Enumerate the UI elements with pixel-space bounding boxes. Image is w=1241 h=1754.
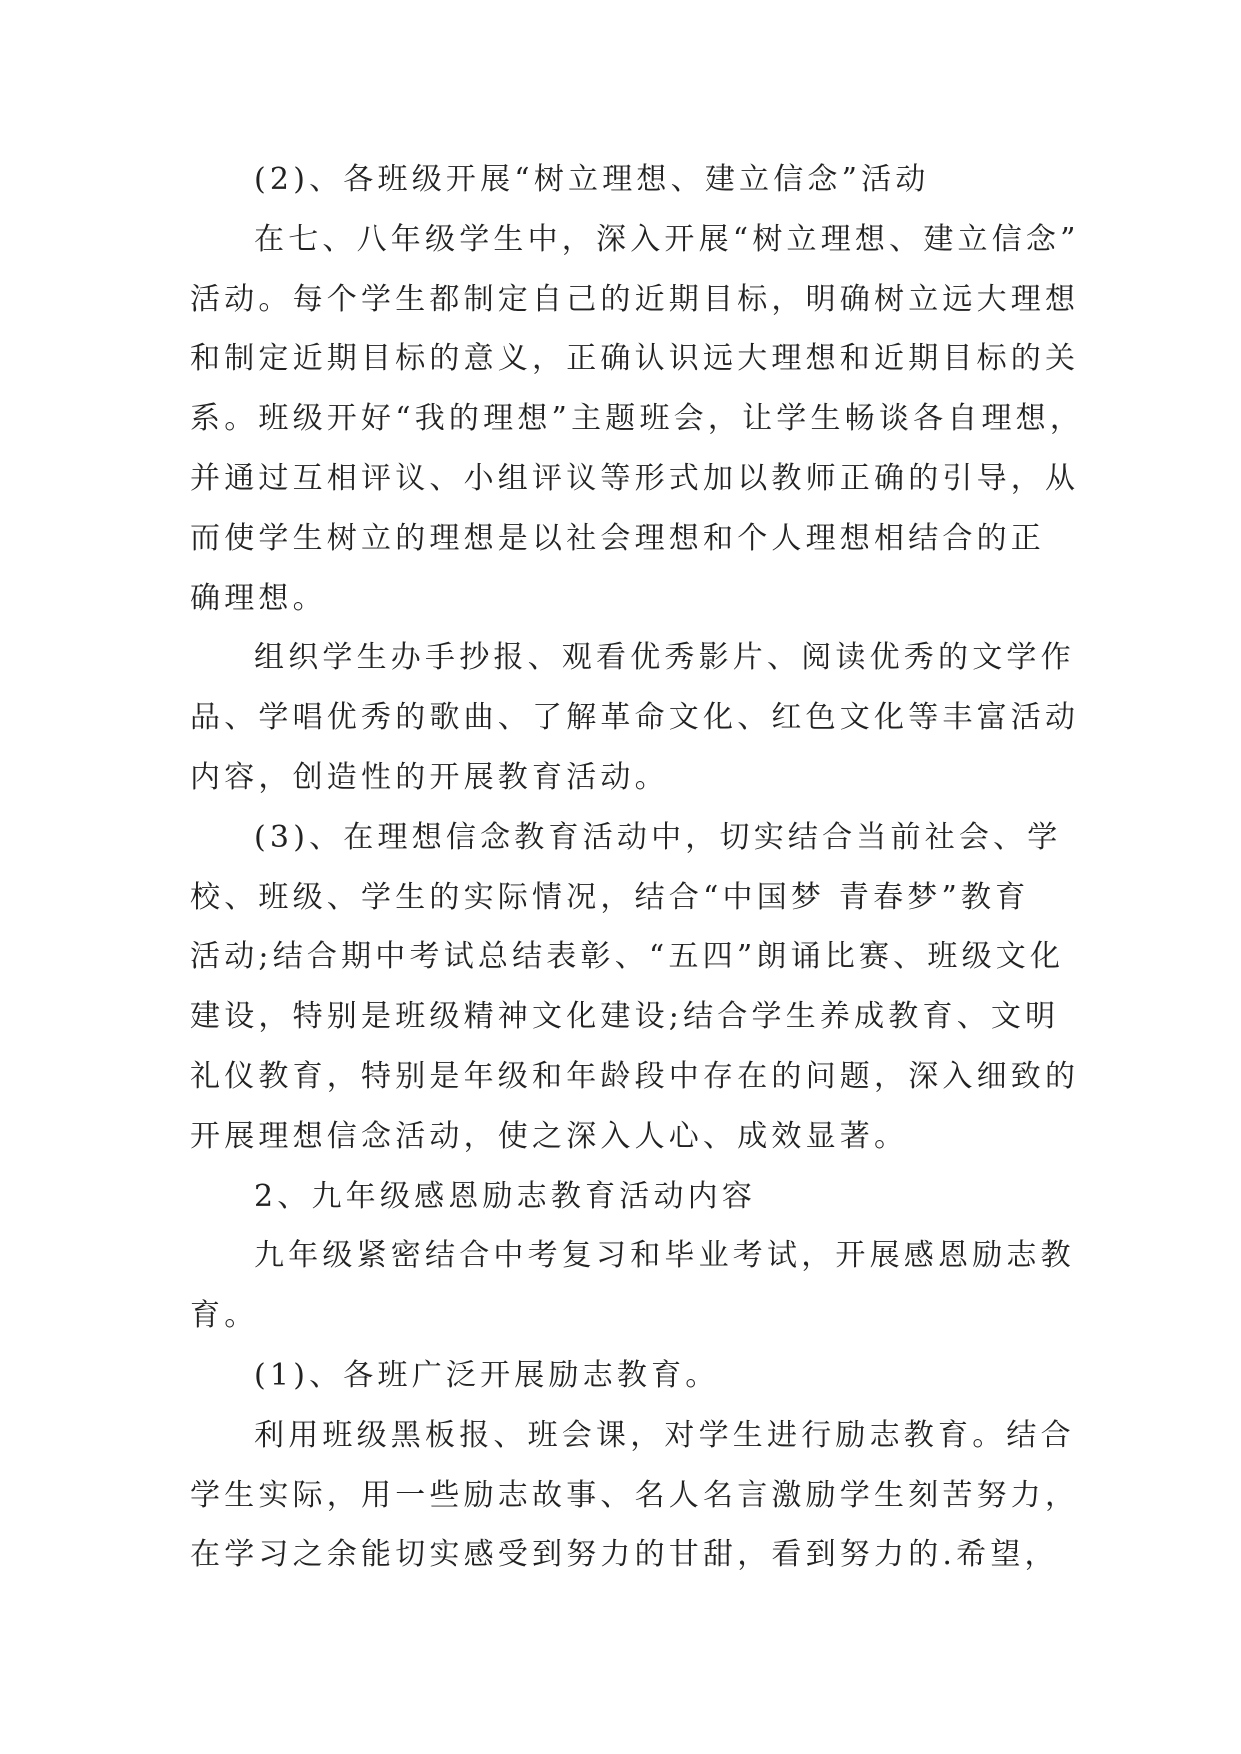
subheading-1: (1)、各班广泛开展励志教育。 <box>254 1357 720 1393</box>
paragraph-line: 育。 <box>190 1298 259 1334</box>
paragraph-line: 和制定近期目标的意义，正确认识远大理想和近期目标的关 <box>190 341 1080 377</box>
paragraph-line: 在学习之余能切实感受到努力的甘甜，看到努力的.希望， <box>190 1537 1059 1573</box>
paragraph-line: 品、学唱优秀的歌曲、了解革命文化、红色文化等丰富活动 <box>190 700 1080 736</box>
paragraph-line: 建设，特别是班级精神文化建设;结合学生养成教育、文明 <box>190 999 1060 1035</box>
paragraph-line: 确理想。 <box>190 580 327 616</box>
paragraph-line: 校、班级、学生的实际情况，结合“中国梦 青春梦”教育 <box>190 879 1030 915</box>
paragraph-line: 系。班级开好“我的理想”主题班会，让学生畅谈各自理想， <box>190 401 1085 437</box>
paragraph-line: 并通过互相评议、小组评议等形式加以教师正确的引导，从 <box>190 460 1080 496</box>
document-body <box>190 150 1085 1585</box>
paragraph-line: 在七、八年级学生中，深入开展“树立理想、建立信念” <box>254 221 1080 257</box>
paragraph-line: 活动;结合期中考试总结表彰、“五四”朗诵比赛、班级文化 <box>190 939 1065 975</box>
paragraph-line: 组织学生办手抄报、观看优秀影片、阅读优秀的文学作 <box>254 640 1075 676</box>
subheading-2: (2)、各班级开展“树立理想、建立信念”活动 <box>254 162 930 197</box>
paragraph-line: 开展理想信念活动，使之深入人心、成效显著。 <box>190 1118 909 1154</box>
paragraph-line: 学生实际，用一些励志故事、名人名言激励学生刻苦努力， <box>190 1477 1080 1513</box>
paragraph-line: 活动。每个学生都制定自己的近期目标，明确树立远大理想 <box>190 281 1080 317</box>
paragraph-line: 内容，创造性的开展教育活动。 <box>190 759 669 795</box>
subheading-3: (3)、在理想信念教育活动中，切实结合当前社会、学 <box>254 819 1062 855</box>
paragraph-line: 而使学生树立的理想是以社会理想和个人理想相结合的正 <box>190 520 1045 556</box>
paragraph-line: 利用班级黑板报、班会课，对学生进行励志教育。结合 <box>254 1417 1075 1453</box>
paragraph-line: 礼仪教育，特别是年级和年龄段中存在的问题，深入细致的 <box>190 1058 1080 1094</box>
section-heading-2: 2、九年级感恩励志教育活动内容 <box>254 1178 757 1214</box>
paragraph-line: 九年级紧密结合中考复习和毕业考试，开展感恩励志教 <box>254 1238 1075 1274</box>
